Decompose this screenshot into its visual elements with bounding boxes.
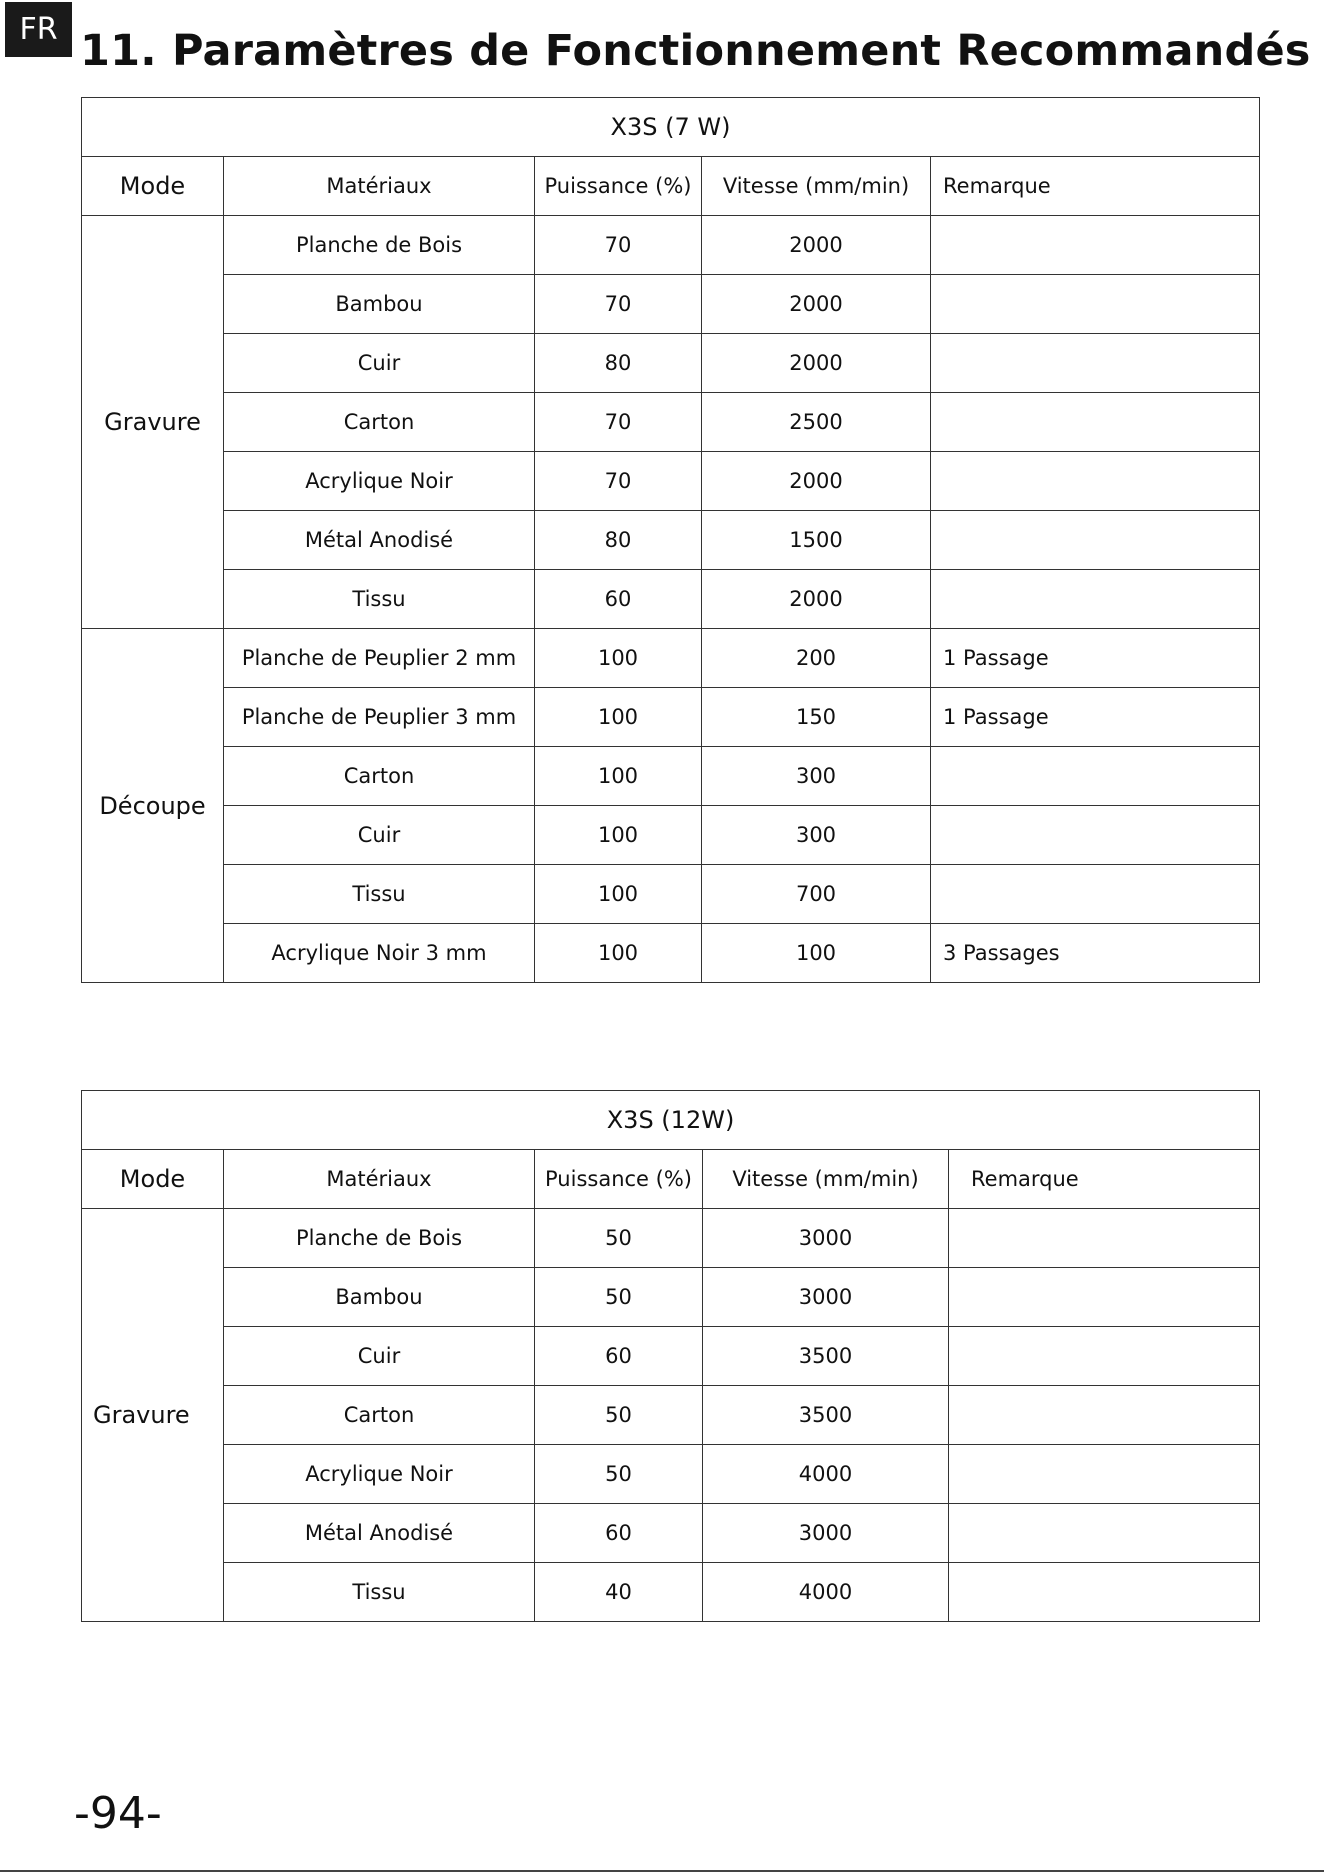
power-cell: 60 xyxy=(535,1327,703,1386)
table-row xyxy=(82,1386,1260,1445)
material-cell: Planche de Bois xyxy=(224,216,535,275)
material-cell: Tissu xyxy=(224,865,535,924)
remark-cell xyxy=(931,393,1260,452)
header-remark: Remarque xyxy=(931,157,1260,216)
remark-cell xyxy=(949,1386,1260,1445)
power-cell: 60 xyxy=(535,570,702,629)
power-cell: 100 xyxy=(535,629,702,688)
remark-cell xyxy=(949,1563,1260,1622)
material-cell: Tissu xyxy=(224,1563,535,1622)
speed-cell: 4000 xyxy=(703,1445,949,1504)
table-row xyxy=(82,1268,1260,1327)
material-cell: Carton xyxy=(224,747,535,806)
speed-cell: 3500 xyxy=(703,1327,949,1386)
table-row xyxy=(82,1504,1260,1563)
table-row xyxy=(82,570,1260,629)
mode-cell: Gravure xyxy=(82,1209,224,1622)
speed-cell: 3500 xyxy=(703,1386,949,1445)
power-cell: 70 xyxy=(535,275,702,334)
speed-cell: 100 xyxy=(702,924,931,983)
remark-cell xyxy=(949,1445,1260,1504)
table-row xyxy=(82,688,1260,747)
power-cell: 100 xyxy=(535,747,702,806)
material-cell: Carton xyxy=(224,393,535,452)
header-materials: Matériaux xyxy=(224,157,535,216)
speed-cell: 2000 xyxy=(702,216,931,275)
power-cell: 60 xyxy=(535,1504,703,1563)
speed-cell: 3000 xyxy=(703,1504,949,1563)
page-title: 11. Paramètres de Fonctionnement Recommandés xyxy=(80,26,1311,76)
table-row xyxy=(82,452,1260,511)
speed-cell: 300 xyxy=(702,747,931,806)
speed-cell: 3000 xyxy=(703,1268,949,1327)
material-cell: Acrylique Noir 3 mm xyxy=(224,924,535,983)
table-row xyxy=(82,924,1260,983)
speed-cell: 200 xyxy=(702,629,931,688)
power-cell: 50 xyxy=(535,1386,703,1445)
remark-cell xyxy=(949,1327,1260,1386)
power-cell: 80 xyxy=(535,334,702,393)
remark-cell xyxy=(931,865,1260,924)
power-cell: 70 xyxy=(535,216,702,275)
mode-cell: Découpe xyxy=(82,629,224,983)
speed-cell: 2000 xyxy=(702,452,931,511)
table-row xyxy=(82,806,1260,865)
header-speed: Vitesse (mm/min) xyxy=(703,1150,949,1209)
page-number: -94- xyxy=(74,1788,162,1839)
table-row xyxy=(82,511,1260,570)
table-row xyxy=(82,1445,1260,1504)
settings-table-12w xyxy=(81,1090,1260,1622)
remark-cell xyxy=(931,452,1260,511)
material-cell: Métal Anodisé xyxy=(224,511,535,570)
settings-table-7w xyxy=(81,97,1260,983)
table-row xyxy=(82,747,1260,806)
remark-cell: 3 Passages xyxy=(931,924,1260,983)
language-tag: FR xyxy=(5,2,72,57)
table-row xyxy=(82,629,1260,688)
table-header-row xyxy=(82,157,1260,216)
table-row xyxy=(82,393,1260,452)
header-power: Puissance (%) xyxy=(535,157,702,216)
speed-cell: 150 xyxy=(702,688,931,747)
header-mode: Mode xyxy=(82,157,224,216)
table-row xyxy=(82,865,1260,924)
remark-cell xyxy=(931,275,1260,334)
speed-cell: 2000 xyxy=(702,275,931,334)
header-power: Puissance (%) xyxy=(535,1150,703,1209)
table-row xyxy=(82,216,1260,275)
power-cell: 50 xyxy=(535,1268,703,1327)
material-cell: Bambou xyxy=(224,275,535,334)
table-caption: X3S (7 W) xyxy=(82,98,1260,157)
speed-cell: 4000 xyxy=(703,1563,949,1622)
power-cell: 70 xyxy=(535,393,702,452)
table-caption-row xyxy=(82,98,1260,157)
power-cell: 70 xyxy=(535,452,702,511)
table-caption: X3S (12W) xyxy=(82,1091,1260,1150)
power-cell: 50 xyxy=(535,1445,703,1504)
header-remark: Remarque xyxy=(949,1150,1260,1209)
power-cell: 40 xyxy=(535,1563,703,1622)
speed-cell: 2000 xyxy=(702,570,931,629)
remark-cell xyxy=(931,747,1260,806)
speed-cell: 700 xyxy=(702,865,931,924)
header-speed: Vitesse (mm/min) xyxy=(702,157,931,216)
power-cell: 100 xyxy=(535,688,702,747)
mode-cell: Gravure xyxy=(82,216,224,629)
speed-cell: 2000 xyxy=(702,334,931,393)
table-row xyxy=(82,1209,1260,1268)
material-cell: Planche de Bois xyxy=(224,1209,535,1268)
table-row xyxy=(82,334,1260,393)
remark-cell: 1 Passage xyxy=(931,629,1260,688)
material-cell: Planche de Peuplier 3 mm xyxy=(224,688,535,747)
material-cell: Cuir xyxy=(224,1327,535,1386)
material-cell: Acrylique Noir xyxy=(224,1445,535,1504)
material-cell: Acrylique Noir xyxy=(224,452,535,511)
remark-cell xyxy=(949,1209,1260,1268)
speed-cell: 2500 xyxy=(702,393,931,452)
remark-cell xyxy=(931,334,1260,393)
power-cell: 100 xyxy=(535,806,702,865)
material-cell: Métal Anodisé xyxy=(224,1504,535,1563)
remark-cell xyxy=(931,806,1260,865)
remark-cell xyxy=(931,216,1260,275)
material-cell: Cuir xyxy=(224,334,535,393)
speed-cell: 3000 xyxy=(703,1209,949,1268)
remark-cell: 1 Passage xyxy=(931,688,1260,747)
material-cell: Carton xyxy=(224,1386,535,1445)
speed-cell: 300 xyxy=(702,806,931,865)
table-row xyxy=(82,1563,1260,1622)
material-cell: Bambou xyxy=(224,1268,535,1327)
power-cell: 80 xyxy=(535,511,702,570)
speed-cell: 1500 xyxy=(702,511,931,570)
table-row xyxy=(82,275,1260,334)
table-header-row xyxy=(82,1150,1260,1209)
remark-cell xyxy=(931,570,1260,629)
header-materials: Matériaux xyxy=(224,1150,535,1209)
table-row xyxy=(82,1327,1260,1386)
remark-cell xyxy=(931,511,1260,570)
material-cell: Cuir xyxy=(224,806,535,865)
table-caption-row xyxy=(82,1091,1260,1150)
remark-cell xyxy=(949,1504,1260,1563)
power-cell: 100 xyxy=(535,865,702,924)
remark-cell xyxy=(949,1268,1260,1327)
power-cell: 100 xyxy=(535,924,702,983)
power-cell: 50 xyxy=(535,1209,703,1268)
material-cell: Planche de Peuplier 2 mm xyxy=(224,629,535,688)
header-mode: Mode xyxy=(82,1150,224,1209)
material-cell: Tissu xyxy=(224,570,535,629)
